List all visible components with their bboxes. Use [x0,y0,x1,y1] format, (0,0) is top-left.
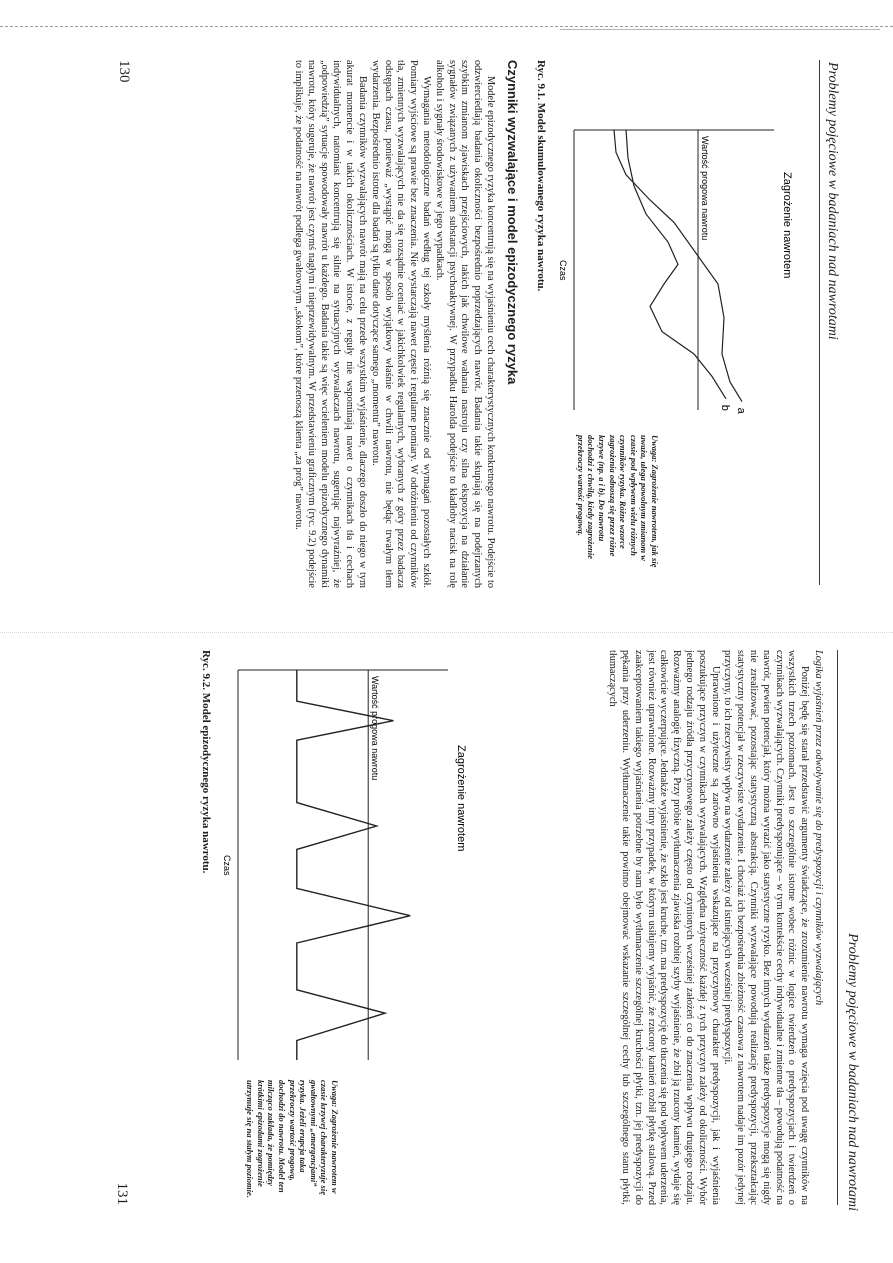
left-body [291,60,496,588]
header-rule [819,60,820,585]
running-head: Problemy pojęciowe w badaniach nad nawrotami [825,62,840,340]
caption-text: Model skumulowanego ryzyka nawrotu. [535,102,547,292]
figure-9-2-svg [213,650,468,1070]
subheading: Logika wyjaśnień przez odwoływanie się do predyspozycji i czynników wyzwalających [813,650,824,1006]
episodic-risk-curve [297,670,410,1060]
scan-edge-line-secondary [560,29,880,30]
right-body [605,650,824,1205]
threshold-label: Wartość progowa nawrotu [700,136,710,241]
running-head: Problemy pojęciowe w badaniach nad nawrotami [845,933,860,1211]
threshold-label: Wartość progowa nawrotu [370,676,381,781]
caption-text: Model epizodycznego ryzyka nawrotu. [200,692,212,874]
figure-9-1-caption [535,60,547,291]
figure-9-2-chart [213,650,468,1070]
curve-b-label: b [719,404,731,411]
scan-edge-line [0,26,893,27]
x-axis-label: Czas [222,855,232,876]
paragraph: Uprawnione i użyteczne są zarówno wyjaśnienia wskazujące na przyczynowy charakter predyspozycji, jak i wyjaśnienia poszukujące przyczyn w czynnikach wyzwalających. Względna użyteczność każdej z tych przyczyn zależy od okoliczności. Wybór jednego rodzaju źródła przyczynowego zależy często od czynionych wcześniej założeń co do znaczenia wpływu drugiego rodzaju. Rozważmy analogię fizyczną. Przy próbie wytłumaczenia zjawiska rozbitej szyby wyjaśnienie, że zbił ją rzucony kamień, wydaje się całkowicie wyczerpujące. Jednakże wyjaśnienie, że szkło jest kruche, tzn. ma predyspozycję do tłuczenia się pod wpływem uderzenia, jest również uprawnione. Rozważmy inny przypadek, w którym usiłujemy wyjaśnić, że rzucony kamień rozbił płytkę stalową. Przed zaakceptowaniem takiego wyjaśnienia potrzebne by nam było wytłumaczenie szczególnej kruchości płytki, tzn. jej predyspozycji do pękania przy uderzeniu. Wytłumaczenie takie powinno obejmować wskazanie szczególnej cechy lub szczególnego stanu płytki, tłumaczących [607,650,721,1205]
page-number: 131 [114,1182,130,1205]
figure-9-2-caption [200,650,212,873]
figure-9-1-note: Uwaga: Zagrożenie nawrotem, jak się uważa, ulega powolnym zmianom w czasie pod wpływem wielu różnych czynników ryzyka. Różne wzorce zagrożenia odnoszą się przez różne krzywe (np. a i b). Do nawrotu dochodzi z chwilą, kiedy zagrożenie przekroczy wartość progową. [575,435,660,568]
y-axis-title: Zagrożenie nawrotem [781,172,793,279]
page-131 [70,650,860,1215]
paragraph: Badania czynników wyzwalających nawrót mają na celu przede wszystkim wyjaśnienie, dlaczego doszło do niego w tym akurat momencie i w takich okolicznościach. W istocie, z reguły nie wspominają nawet o czynnikach tła i cechach indywidualnych, natomiast koncentrują się silnie na sytuacyjnych wyzwalaczach nawrotu, sugerując najwyraźniej, że „odpowiedzią” sytuacje spowodowały nawrót u każdego. Badania takie są więc wcieleniem modelu epizodycznego dynamiki nawrotu, który sugeruje, że nawrót jest czymś nagłym i nieprzewidywalnym. W przedstawieniu graficznym (ryc. 9.2) podejście to implikuje, że podatność na nawrót podlega gwałtownym „skokom”, które przenoszą klienta „za próg” nawrotu. [293,60,369,588]
risk-curve-a [614,130,742,402]
curve-a-label: a [735,407,747,414]
caption-label: Ryc. 9.1. [535,60,547,100]
paragraph: Modele epizodycznego ryzyka koncentrują się na wyjaśnieniu cech charakterystycznych konkretnego nawrotu. Podejście to odzwierciedlają badania okoliczności bezpośrednio poprzedzających nawrót. Badania takie skupiają się na podejrzanych szybkim zmianom zjawiskach przejściowych, takich jak chwilowe wahania nastroju czy silna ekspozycja na działanie sygnałów związanych z używaniem substancji psychoaktywnej. W przypadku Harolda podejście to kładłoby nacisk na rolę alkoholu i sygnały środowiskowe w jego wypadkach. [433,60,496,588]
paragraph: Wymagania metodologiczne badań według tej szkoły myślenia różnią się znacznie od wymagań pozostałych szkół. Pomiary wyjściowe są prawie bez znaczenia. Nie wystarczają nawet częste i regularne pomiary. W odróżnieniu od czynników tła, zmiennych wyzwalających nie da się rozsądnie oceniać w jakichkolwiek regularnych, wybranych z góry przez badacza odstępach czasu, ponieważ „wystąpić mogą w sposób wyjątkowy właśnie w chwili nawrotu, nie będąc trwałym tłem wydarzenia. Bezpośrednio istotne dla badań są tylko dane dotyczące samego „momentu” nawrotu. [369,60,433,588]
header-rule [837,650,838,1205]
x-axis-label: Czas [558,260,568,281]
paragraph: Poniżej będę się starał przedstawić argumenty świadczące, że zrozumienie nawrotu wymaga wzięcia pod uwagę czynników na wszystkich trzech poziomach. Jest to szczególnie istotne wobec różnic w logice twierdzeń o predyspozycjach i twierdzeń o czynnikach wyzwalających. Czynniki predysponujące – w tym kontekście cechy indywidualne i zmienne tła – powodują podatność na nawrót, pewien potencjał, który można wyrazić jako statystyczne ryzyko. Bez innych wydarzeń także predyspozycje mogą się nigdy nie zrealizować, pozostając statystyczną abstrakcją. Czynniki wyzwalające powodują realizację predyspozycji, przekształcając statystyczny potencjał w rzeczywiste wydarzenie. I chociaż ich bezpośrednia zbieżność czasowa z nawrotem nadaje im pozór jedynej przyczyny, to ich rzeczywisty wpływ na wydarzenie zależy od istniejących wcześniej predyspozycji. [722,650,811,1205]
page-130 [95,60,840,600]
risk-curve-b [626,130,726,399]
page-spread-divider [0,632,893,633]
caption-label: Ryc. 9.2. [200,650,212,690]
figure-9-2-note: Uwaga: Zagrożenie nawrotem w czasie krzywej charakteryzuje się gwałtownymi „emergencjami” ryzyka. Jeżeli erupcja taka przekroczy wartość progową, dochodzi do nawrotu. Model ten milcząco zakłada, że pomiędzy krótkimi epizodami zagrożenie utrzymuje się na stałym poziomie. [245,1080,340,1198]
page-number: 130 [116,60,132,83]
y-axis-title: Zagrożenie nawrotem [455,745,467,852]
section-heading: Czynniki wyzwalające i model epizodycznego ryzyka [505,60,520,385]
